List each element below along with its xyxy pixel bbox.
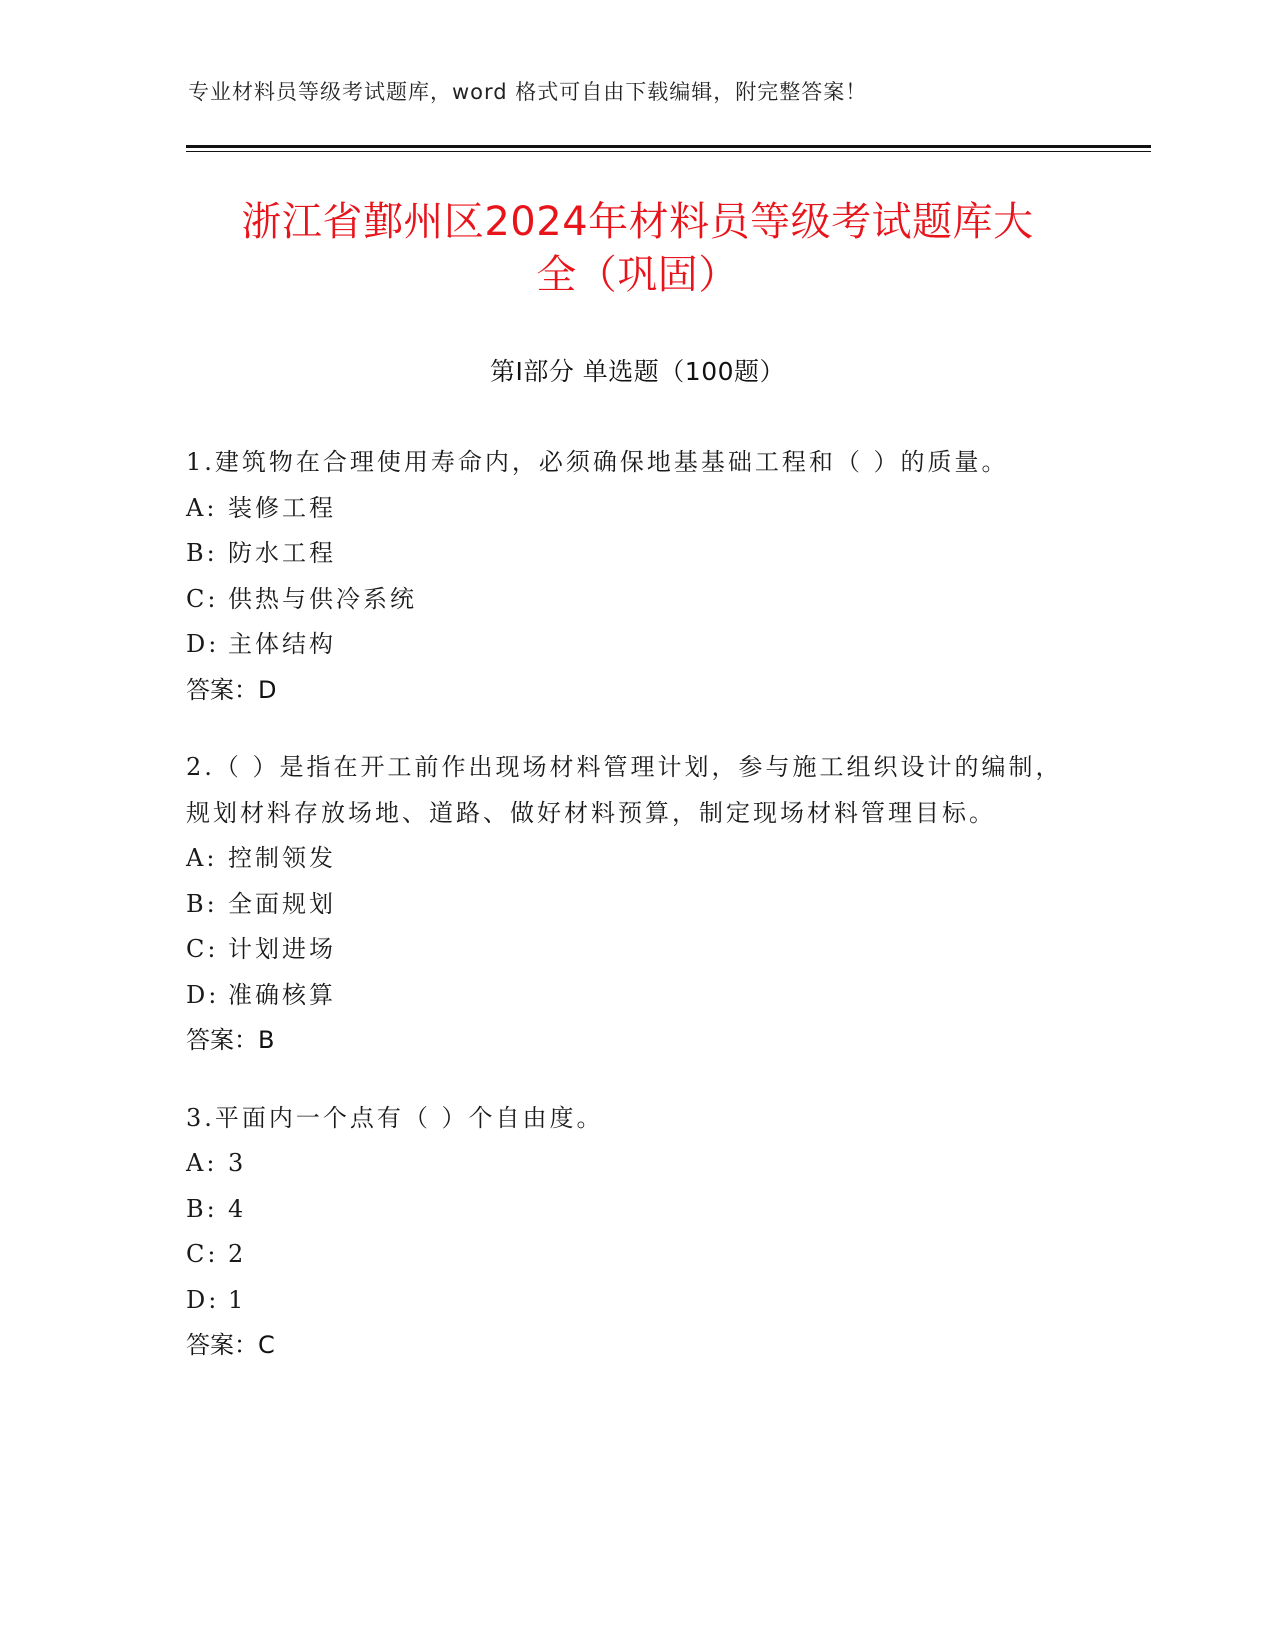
- option-key: C:: [186, 584, 219, 613]
- option-c: [186, 577, 1086, 623]
- header-rule-thick: [186, 145, 1151, 148]
- document-title-line-2: 全（巩固）: [536, 252, 739, 298]
- question-stem: 3.平面内一个点有（ ）个自由度。: [186, 1103, 604, 1132]
- option-text: 1: [228, 1285, 247, 1314]
- option-key: A:: [186, 493, 218, 522]
- question-stem: 2.（ ）是指在开工前作出现场材料管理计划，参与施工组织设计的编制，规划材料存放场地、道路、做好材料预算，制定现场材料管理目标。: [186, 753, 1063, 827]
- option-c: [186, 1232, 1086, 1278]
- option-d: [186, 622, 1086, 668]
- option-b: [186, 882, 1086, 928]
- option-a: [186, 836, 1086, 882]
- document-title-line-1: 浙江省鄞州区2024年材料员等级考试题库大: [241, 199, 1034, 245]
- answer-line: 答案：D: [186, 675, 277, 704]
- option-key: D:: [186, 1285, 220, 1314]
- header-note: 专业材料员等级考试题库，word 格式可自由下载编辑，附完整答案！: [188, 80, 868, 104]
- option-d: [186, 973, 1086, 1019]
- answer-line: 答案：B: [186, 1026, 275, 1054]
- option-text: 4: [228, 1194, 247, 1223]
- option-text: 防水工程: [228, 539, 336, 567]
- document-title: [140, 196, 1135, 302]
- option-c: [186, 927, 1086, 973]
- option-key: C:: [186, 1240, 219, 1268]
- option-d: [186, 1278, 1086, 1324]
- option-text: 供热与供冷系统: [228, 584, 417, 613]
- option-key: A:: [186, 1149, 218, 1177]
- option-key: D:: [186, 980, 220, 1009]
- option-b: [186, 1187, 1086, 1233]
- option-key: C:: [186, 935, 219, 963]
- header-rule-thin: [186, 151, 1151, 152]
- option-key: B:: [186, 1194, 218, 1223]
- option-text: 2: [228, 1240, 247, 1268]
- option-text: 装修工程: [228, 493, 336, 522]
- option-b: [186, 531, 1086, 577]
- option-key: B:: [186, 889, 218, 918]
- answer-line: 答案：C: [186, 1331, 275, 1359]
- question-list: [186, 440, 1086, 1401]
- option-a: [186, 1141, 1086, 1187]
- question-item: [186, 440, 1086, 713]
- option-text: 主体结构: [228, 630, 336, 658]
- question-item: [186, 745, 1086, 1064]
- question-stem: 1.建筑物在合理使用寿命内，必须确保地基基础工程和（ ）的质量。: [186, 448, 1009, 476]
- section-title: 第Ⅰ部分 单选题（100题）: [489, 357, 786, 386]
- option-key: B:: [186, 539, 218, 567]
- option-key: A:: [186, 844, 218, 872]
- option-key: D:: [186, 630, 220, 658]
- option-text: 控制领发: [228, 844, 336, 872]
- option-text: 全面规划: [228, 889, 336, 918]
- option-text: 准确核算: [228, 980, 336, 1009]
- option-text: 计划进场: [228, 935, 336, 963]
- option-a: [186, 486, 1086, 532]
- question-item: [186, 1096, 1086, 1369]
- option-text: 3: [228, 1149, 247, 1177]
